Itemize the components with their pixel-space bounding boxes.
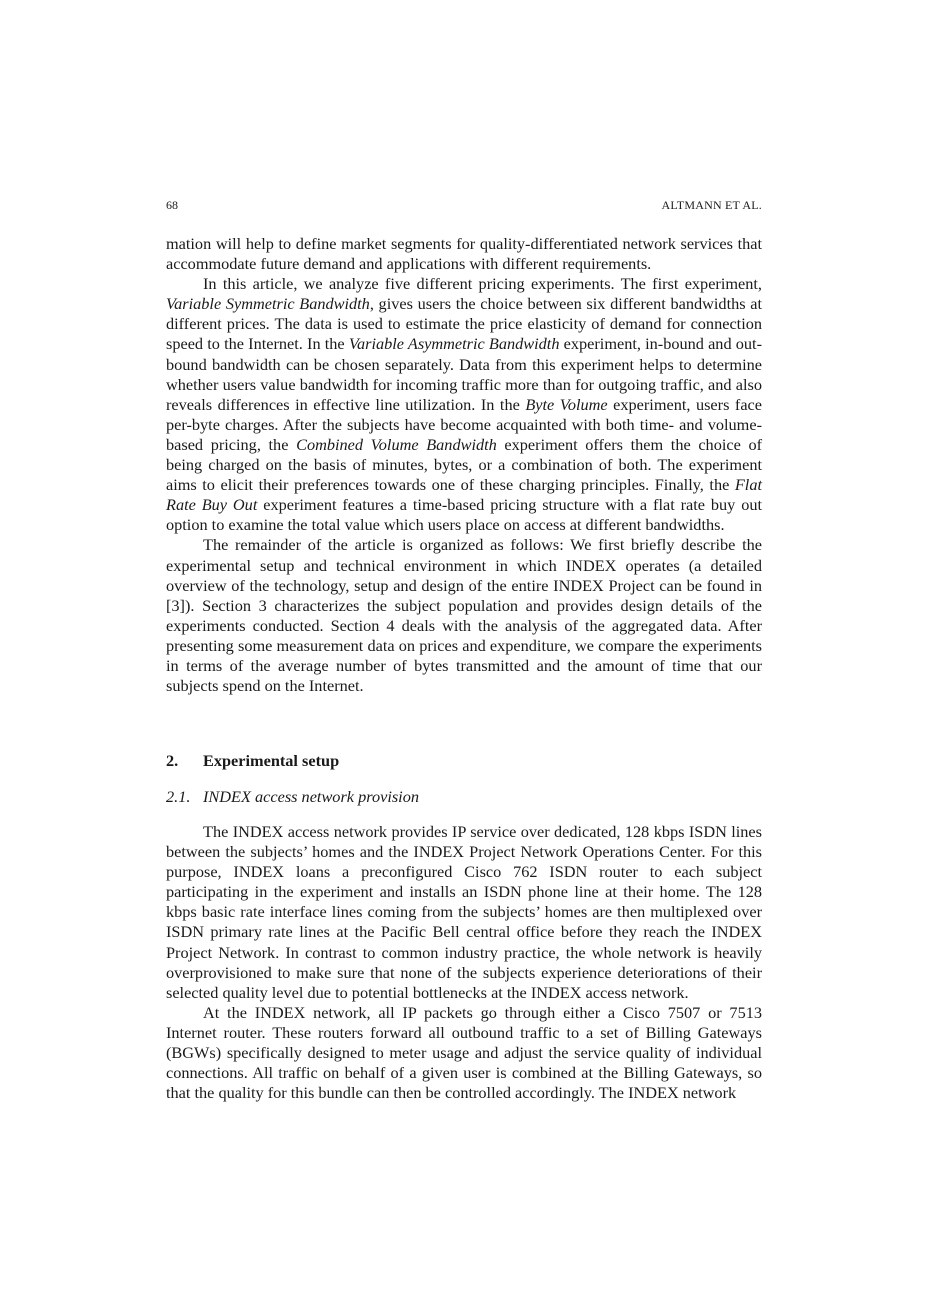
paragraph: The remainder of the article is organized as follows: We first briefly describe the experimental setup and technical environment in which INDEX operates (a detailed overview of the technology, setup and design of the entire INDEX Project can be found in [3]). Section 3 characterizes the subject population and provides design details of the experiments conducted. Section 4 deals with the analysis of the aggregated data. After presenting some measurement data on prices and expenditure, we compare the experiments in terms of the average number of bytes transmitted and the amount of time that our subjects spend on the Internet. — [166, 535, 762, 696]
subsection-title: INDEX access network provision — [203, 787, 419, 806]
experiment-name: Byte Volume — [525, 394, 608, 414]
running-head: ALTMANN ET AL. — [661, 198, 762, 212]
paragraph — [166, 274, 762, 535]
text-run: , gives users the choice between six different bandwidths at different prices. The data is used to estimate the price elasticity of demand for connection speed to the Internet. In the — [166, 294, 762, 354]
experiment-name: Variable Asymmetric Bandwidth — [348, 334, 560, 354]
paragraph: At the INDEX network, all IP packets go through either a Cisco 7507 or 7513 Internet router. These routers forward all outbound traffic to a set of Billing Gateways (BGWs) specifically designed to meter usage and adjust the service quality of individual connections. All traffic on behalf of a given user is combined at the Billing Gateways, so that the quality for this bundle can then be controlled accordingly. The INDEX network — [166, 1002, 762, 1103]
experiment-name: Variable Symmetric Bandwidth — [166, 294, 370, 314]
text-run: In this article, we analyze five different pricing experiments. The first experiment, — [203, 274, 762, 294]
page-header — [166, 196, 762, 214]
page-number: 68 — [166, 198, 178, 212]
text-run: experiment, users face per-byte charges. After the subjects have become acquainted with both time- and volume-based pricing, the — [166, 394, 762, 454]
section-title: Experimental setup — [203, 751, 340, 770]
text-run: experiment offers them the choice of being charged on the basis of minutes, bytes, or a combination of both. The experiment aims to elicit their preferences towards one of these charging principles. Finally, the — [166, 434, 763, 495]
section-heading — [166, 751, 339, 771]
section-body-text — [166, 822, 762, 1103]
subsection-number: 2.1. — [166, 787, 191, 806]
experiment-name: Combined Volume Bandwidth — [296, 434, 497, 454]
text-run: experiment features a time-based pricing structure with a flat rate buy out option to examine the total value which users place on access at different bandwidths. — [166, 495, 763, 535]
subsection-heading — [166, 787, 419, 807]
paragraph: The INDEX access network provides IP service over dedicated, 128 kbps ISDN lines between the subjects’ homes and the INDEX Project Network Operations Center. For this purpose, INDEX loans a preconfigured Cisco 762 ISDN router to each subject participating in the experiment and installs an ISDN phone line at their home. The 128 kbps basic rate interface lines coming from the subjects’ homes are then multiplexed over ISDN primary rate lines at the Pacific Bell central office before they reach the INDEX Project Network. In contrast to common industry practice, the whole network is heavily overprovisioned to make sure that none of the subjects experience deteriorations of their selected quality level due to potential bottlenecks at the INDEX access network. — [166, 822, 762, 1002]
text-run: experiment, in-bound and out-bound bandwidth can be chosen separately. Data from this experiment helps to determine whether users value bandwidth for incoming traffic more than for outgoing traffic, and also reveals differences in effective line utilization. In the — [166, 334, 762, 414]
section-number: 2. — [166, 751, 179, 770]
introduction-text — [166, 234, 762, 696]
experiment-name: Flat Rate Buy Out — [166, 475, 762, 515]
paragraph: mation will help to define market segments for quality-differentiated network services that accommodate future demand and applications with different requirements. — [166, 234, 762, 274]
